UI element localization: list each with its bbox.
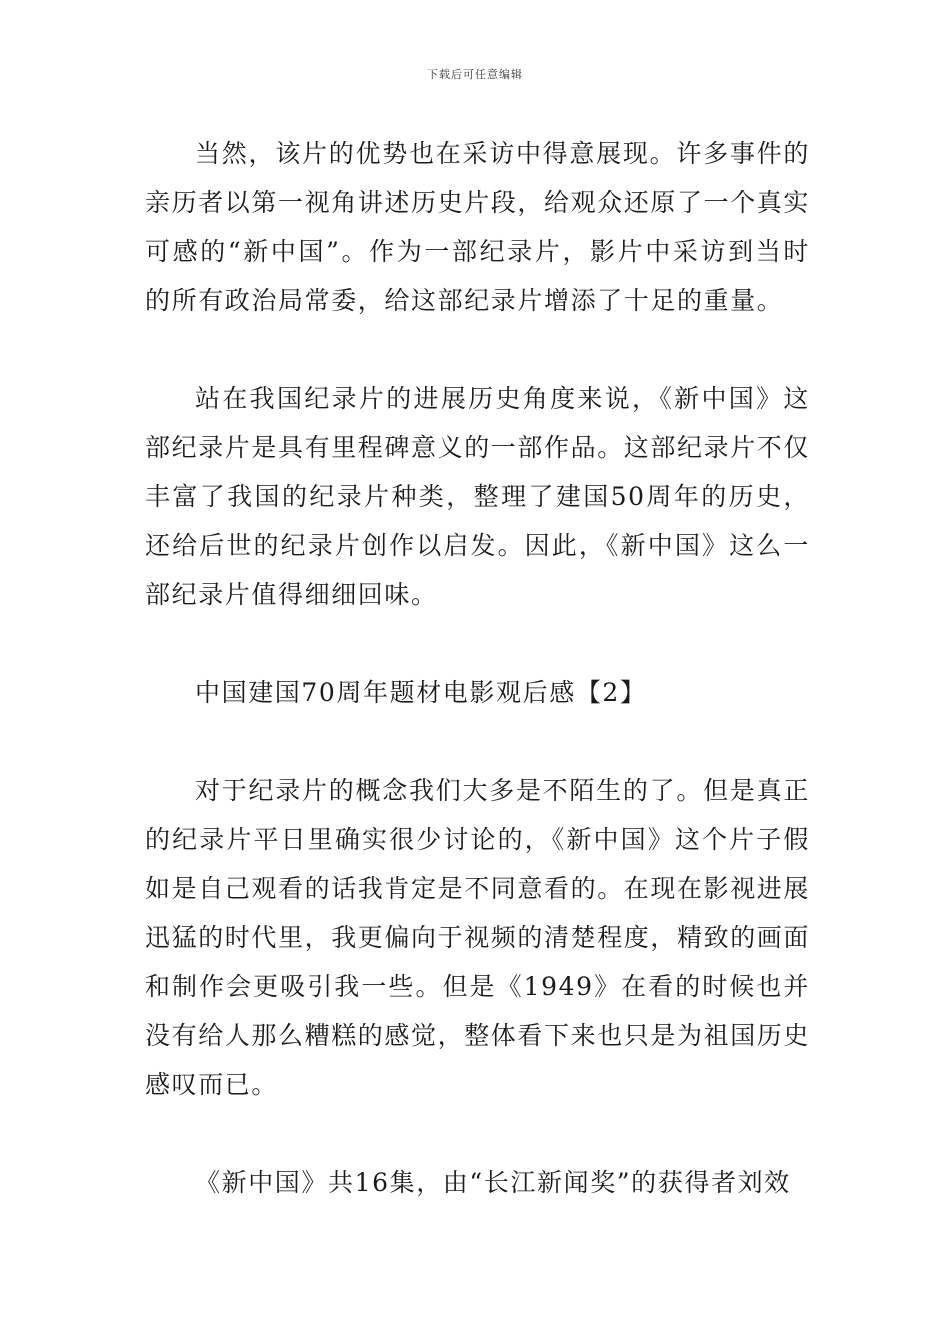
paragraph-advantages: 当然，该片的优势也在采访中得意展现。许多事件的亲历者以第一视角讲述历史片段，给观众还原了一个真实可感的“新中国”。作为一部纪录片，影片中采访到当时的所有政治局常委，给这部纪录片增添了十足的重量。 <box>145 139 811 315</box>
section-heading: 中国建国70周年题材电影观后感【2】 <box>195 678 647 707</box>
header-note: 下载后可任意编辑 <box>427 68 523 81</box>
document-body <box>145 129 810 1256</box>
paragraph-milestone: 站在我国纪录片的进展历史角度来说，《新中国》这部纪录片是具有里程碑意义的一部作品。这部纪录片不仅丰富了我国的纪录片种类，整理了建国50周年的历史，还给后世的纪录片创作以启发。因此，《新中国》这么一部纪录片值得细细回味。 <box>145 384 811 609</box>
paragraph-episodes: 《新中国》共16集，由“长江新闻奖”的获得者刘效 <box>195 1168 791 1197</box>
paragraph-documentary-concept: 对于纪录片的概念我们大多是不陌生的了。但是真正的纪录片平日里确实很少讨论的，《新中国》这个片子假如是自己观看的话我肯定是不同意看的。在现在影视进展迅猛的时代里，我更偏向于视频的清楚程度，精致的画面和制作会更吸引我一些。但是《1949》在看的时候也并没有给人那么糟糕的感觉，整体看下来也只是为祖国历史感叹而已。 <box>145 776 811 1099</box>
